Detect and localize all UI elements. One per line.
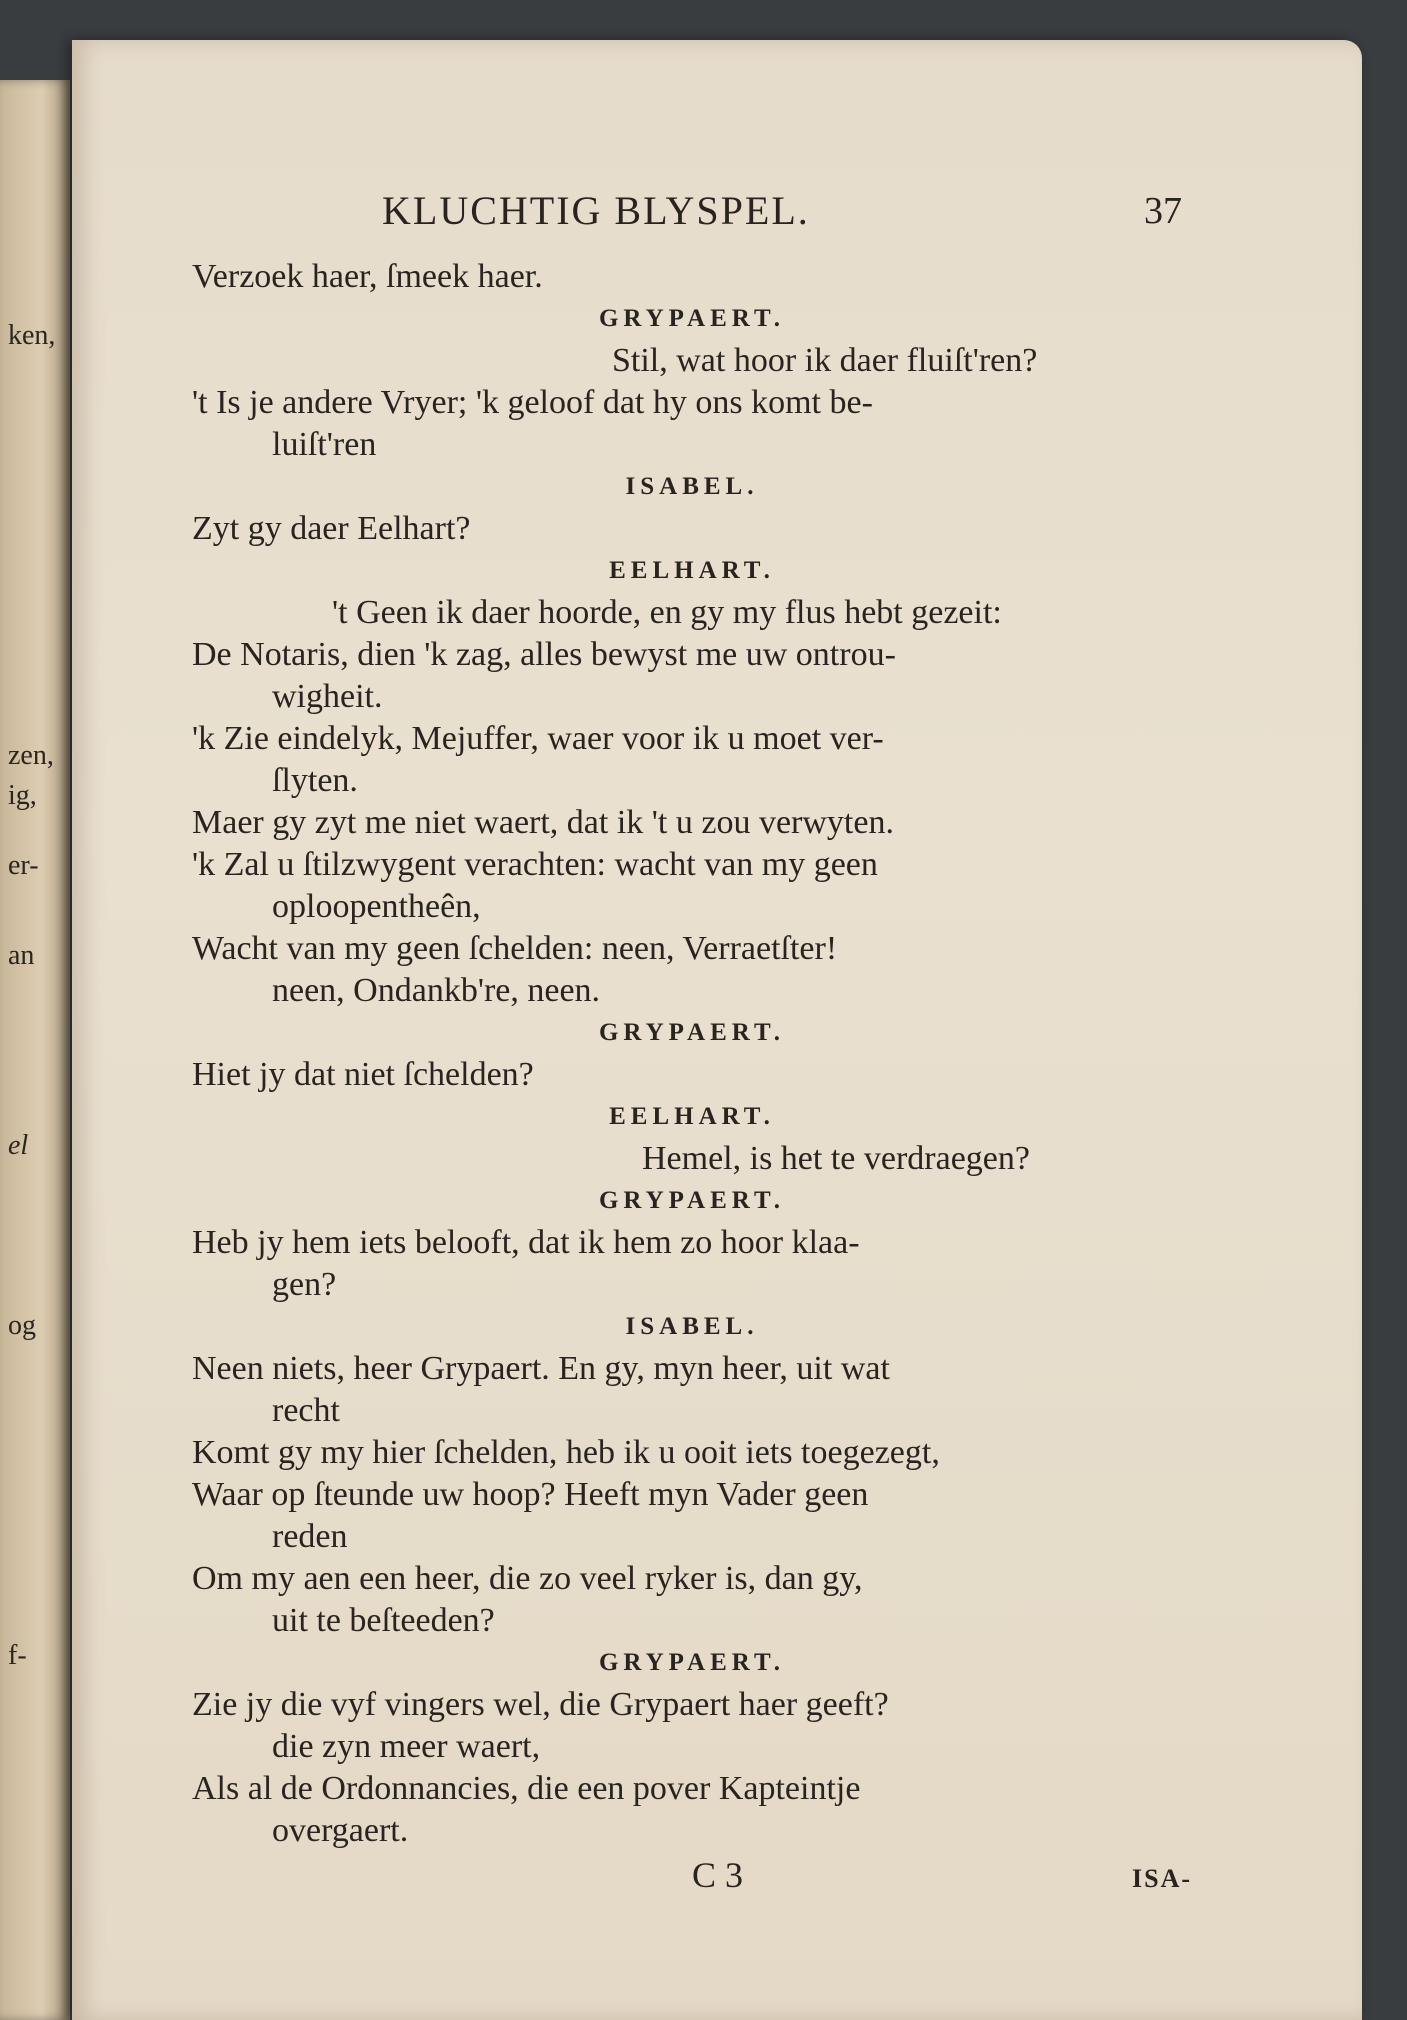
speaker-name: ISABEL. — [625, 473, 759, 500]
speaker-name: EELHART. — [609, 557, 775, 584]
facing-page-edge — [0, 80, 70, 2020]
speaker-name: EELHART. — [609, 1103, 775, 1130]
facing-page-fragment: an — [8, 940, 35, 971]
verse-line: Stil, wat hoor ik daer fluiſt'ren? — [612, 342, 1038, 379]
verse-line-continuation: reden — [272, 1518, 348, 1555]
verse-line-continuation: oploopentheên, — [272, 888, 481, 925]
page-header — [192, 190, 1192, 250]
facing-page-fragment: zen, — [8, 740, 54, 771]
verse-line-continuation: die zyn meer waert, — [272, 1728, 541, 1765]
verse-line-continuation: wigheit. — [272, 678, 383, 715]
verse-line: Verzoek haer, ſmeek haer. — [192, 258, 543, 295]
verse-line-continuation: uit te beſteeden? — [272, 1602, 495, 1639]
speaker-name: GRYPAERT. — [598, 305, 786, 332]
speaker-name: GRYPAERT. — [598, 1187, 786, 1214]
verse-line: De Notaris, dien 'k zag, alles bewyst me uw ontrou- — [192, 636, 896, 673]
verse-line: Komt gy my hier ſchelden, heb ik u ooit iets toegezegt, — [192, 1434, 940, 1471]
verse-line: Maer gy zyt me niet waert, dat ik 't u zou verwyten. — [192, 804, 894, 841]
verse-line: Om my aen een heer, die zo veel ryker is, dan gy, — [192, 1560, 863, 1597]
verse-line: Zie jy die vyf vingers wel, die Grypaert haer geeft? — [192, 1686, 889, 1723]
verse-line: Neen niets, heer Grypaert. En gy, myn heer, uit wat — [192, 1350, 890, 1387]
speaker-name: GRYPAERT. — [598, 1019, 786, 1046]
signature-mark: C 3 — [692, 1855, 744, 1895]
verse-line: 'k Zal u ſtilzwygent verachten: wacht van my geen — [192, 846, 878, 883]
page-text — [192, 190, 1192, 1898]
verse-line-continuation: luiſt'ren — [272, 426, 377, 463]
verse-line: Als al de Ordonnancies, die een pover Kapteintje — [192, 1770, 861, 1807]
verse-line-continuation: overgaert. — [272, 1812, 409, 1849]
verse-line: Wacht van my geen ſchelden: neen, Verraetſter! — [192, 930, 838, 967]
facing-page-fragment: el — [8, 1130, 29, 1161]
facing-page-fragment: og — [8, 1310, 36, 1341]
verse-line: Heb jy hem iets belooft, dat ik hem zo hoor klaa- — [192, 1224, 860, 1261]
verse-line: Zyt gy daer Eelhart? — [192, 510, 471, 547]
facing-page-fragment: er- — [8, 850, 39, 881]
page-footer — [192, 1854, 1192, 1898]
verse-line-continuation: neen, Ondankb're, neen. — [272, 972, 601, 1009]
facing-page-fragment: ken, — [8, 320, 56, 351]
running-head: KLUCHTIG BLYSPEL. — [382, 188, 810, 233]
speaker-name: ISABEL. — [625, 1313, 759, 1340]
catchword: ISA- — [1131, 1864, 1192, 1893]
verse-line: 't Is je andere Vryer; 'k geloof dat hy ons komt be- — [192, 384, 873, 421]
verse-line-continuation: ſlyten. — [272, 762, 358, 799]
verse-line-continuation: recht — [272, 1392, 340, 1429]
facing-page-fragment: ig, — [8, 780, 37, 811]
speaker-name: GRYPAERT. — [598, 1649, 786, 1676]
verse-line: 'k Zie eindelyk, Mejuffer, waer voor ik u moet ver- — [192, 720, 884, 757]
verse-line-continuation: gen? — [272, 1266, 337, 1303]
verse-line: Hiet jy dat niet ſchelden? — [192, 1056, 534, 1093]
page-number: 37 — [1144, 190, 1182, 232]
facing-page-fragment: f- — [8, 1640, 27, 1671]
verse-line: Waar op ſteunde uw hoop? Heeft myn Vader geen — [192, 1476, 869, 1513]
book-page — [72, 40, 1362, 2020]
verse-line: Hemel, is het te verdraegen? — [642, 1140, 1030, 1177]
verse-line: 't Geen ik daer hoorde, en gy my flus hebt gezeit: — [332, 594, 1002, 631]
